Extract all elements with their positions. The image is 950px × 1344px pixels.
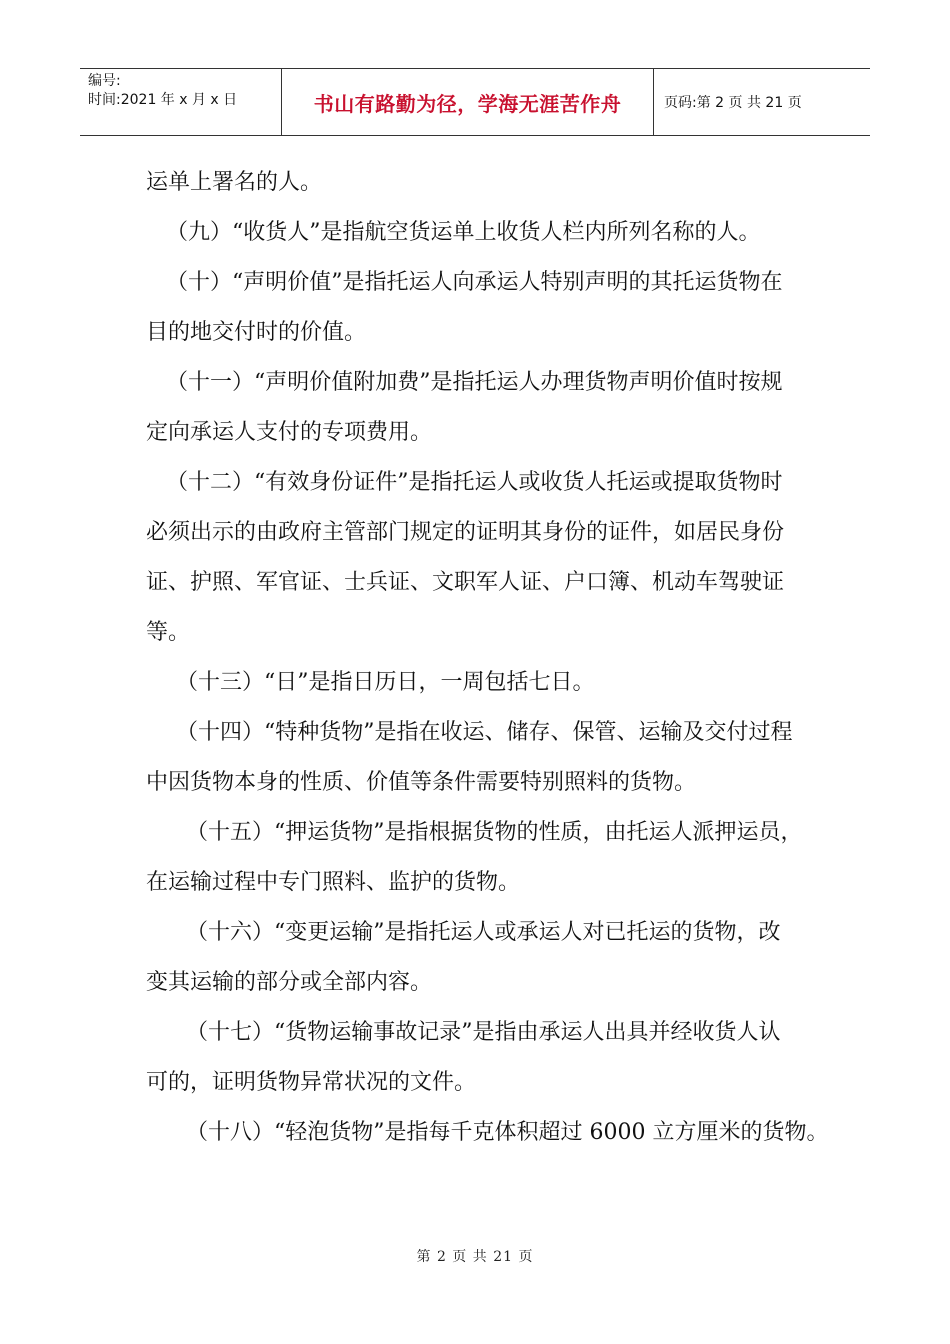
document-time-label: 时间:2021 年 x 月 x 日 xyxy=(88,92,238,108)
body-line: （十七）“货物运输事故记录”是指由承运人出具并经收货人认 xyxy=(186,1020,781,1045)
body-line: （十）“声明价值”是指托运人向承运人特别声明的其托运货物在 xyxy=(166,270,783,295)
page-footer: 第 2 页 共 21 页 xyxy=(416,1249,534,1265)
header-motto: 书山有路勤为径，学海无涯苦作舟 xyxy=(282,69,654,135)
body-line: 等。 xyxy=(146,620,191,645)
page-header xyxy=(80,68,870,136)
body-line: （十二）“有效身份证件”是指托运人或收货人托运或提取货物时 xyxy=(166,470,783,495)
body-line: 定向承运人支付的专项费用。 xyxy=(146,420,433,445)
body-line: （十八）“轻泡货物”是指每千克体积超过 6000 立方厘米的货物。 xyxy=(186,1120,829,1145)
body-line: （十六）“变更运输”是指托运人或承运人对已托运的货物，改 xyxy=(186,920,781,945)
body-line: 证、护照、军官证、士兵证、文职军人证、户口簿、机动车驾驶证 xyxy=(146,570,785,595)
header-meta xyxy=(80,69,282,135)
body-line: 运单上署名的人。 xyxy=(146,170,323,195)
body-line: 在运输过程中专门照料、监护的货物。 xyxy=(146,870,521,895)
body-line: （十三）“日”是指日历日，一周包括七日。 xyxy=(176,670,595,695)
body-line: 必须出示的由政府主管部门规定的证明其身份的证件，如居民身份 xyxy=(146,520,785,545)
document-number-label: 编号: xyxy=(88,73,121,89)
body-line: 变其运输的部分或全部内容。 xyxy=(146,970,433,995)
body-line: （十一）“声明价值附加费”是指托运人办理货物声明价值时按规 xyxy=(166,370,783,395)
body-line: （十五）“押运货物”是指根据货物的性质，由托运人派押运员， xyxy=(186,820,803,845)
header-page-info: 页码:第 2 页 共 21 页 xyxy=(664,95,802,111)
body-line: 可的，证明货物异常状况的文件。 xyxy=(146,1070,477,1095)
body-line: 目的地交付时的价值。 xyxy=(146,320,367,345)
body-line: 中因货物本身的性质、价值等条件需要特别照料的货物。 xyxy=(146,770,697,795)
body-line: （九）“收货人”是指航空货运单上收货人栏内所列名称的人。 xyxy=(166,220,761,245)
body-line: （十四）“特种货物”是指在收运、储存、保管、运输及交付过程 xyxy=(176,720,793,745)
